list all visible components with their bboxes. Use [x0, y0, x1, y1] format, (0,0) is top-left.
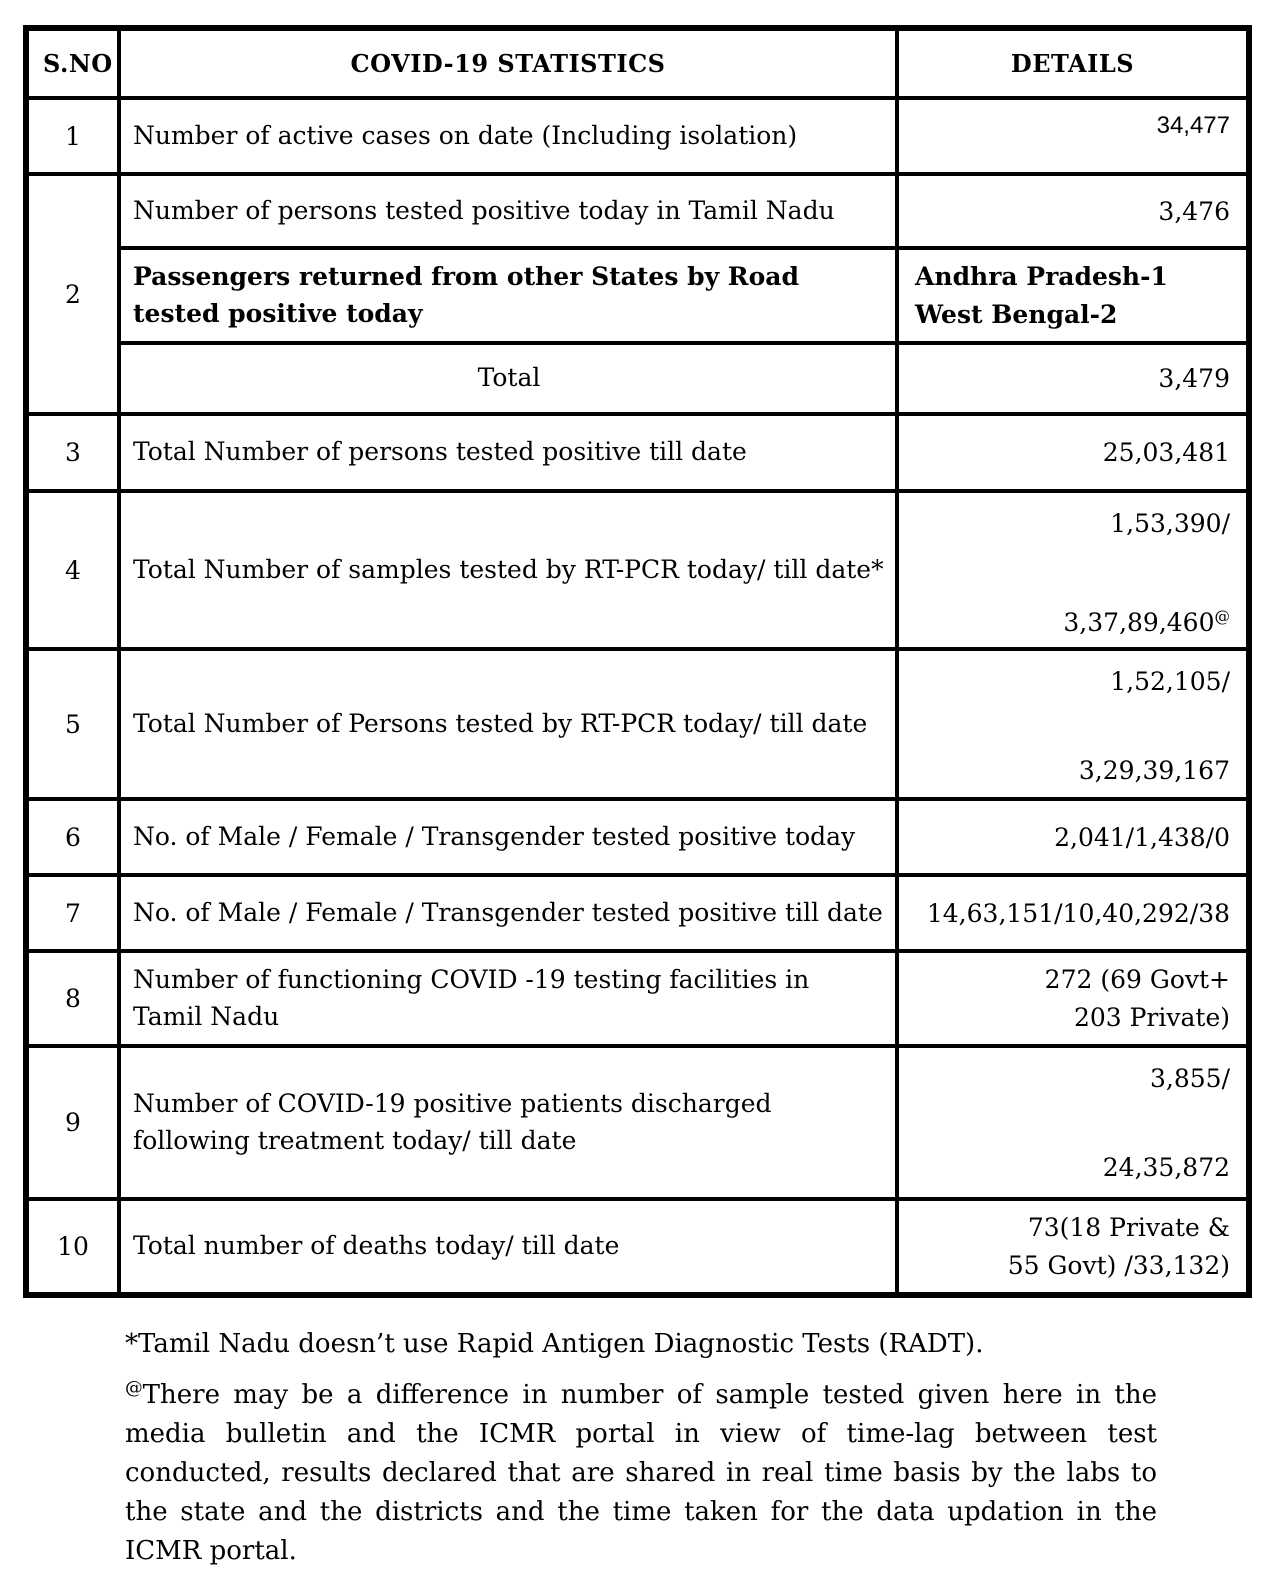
detail-value-till-date: 3,29,39,167 [1078, 756, 1230, 785]
sno-cell: 6 [26, 799, 119, 875]
detail-value-line1: 73(18 Private & [1027, 1213, 1230, 1242]
sno-cell: 10 [26, 1199, 119, 1295]
statistic-label: No. of Male / Female / Transgender tested positive today [119, 799, 897, 875]
detail-value: 25,03,481 [897, 414, 1249, 491]
statistic-label: Total number of deaths today/ till date [119, 1199, 897, 1295]
footnote-icmr-text: There may be a difference in number of sample tested given here in the media bulletin and the ICMR portal in view of time-lag between test conducted, results declared that are shared in real time basis by the labs to the state and the districts and the time taken for the data updation in the ICMR portal. [125, 1380, 1157, 1567]
detail-value: 3,476 [897, 174, 1249, 248]
table-row-positive-today [26, 174, 1249, 248]
detail-value-line2: 203 Private) [1073, 1002, 1230, 1032]
detail-value-number: 3,37,89,460 [1063, 608, 1215, 637]
sno-cell: 8 [26, 951, 119, 1046]
sno-cell: 1 [26, 98, 119, 174]
detail-value [897, 649, 1249, 799]
table-row-active-cases [26, 98, 1249, 174]
sno-cell: 4 [26, 491, 119, 649]
table-row-passengers-road [26, 248, 1249, 343]
detail-value-till-date: 24,35,872 [1102, 1153, 1230, 1182]
footnote-icmr [125, 1376, 1157, 1571]
table-row-discharged [26, 1046, 1249, 1199]
statistic-label: Total Number of Persons tested by RT-PCR today/ till date [119, 649, 897, 799]
detail-value [897, 1199, 1249, 1295]
detail-value [897, 248, 1249, 343]
table-row-testing-facilities [26, 951, 1249, 1046]
detail-value-line1: 272 (69 Govt+ [1044, 965, 1230, 994]
detail-value-line2: West Bengal-2 [915, 299, 1118, 329]
detail-value: 3,479 [897, 343, 1249, 414]
table-row-mft-today [26, 799, 1249, 875]
detail-value [897, 1046, 1249, 1199]
detail-value: 14,63,151/10,40,292/38 [897, 875, 1249, 951]
statistic-label: Number of persons tested positive today in Tamil Nadu [119, 174, 897, 248]
table-row-deaths [26, 1199, 1249, 1295]
header-row [26, 28, 1249, 98]
statistic-label: Number of COVID-19 positive patients discharged following treatment today/ till date [119, 1046, 897, 1199]
covid-statistics-table [23, 25, 1252, 1298]
sno-cell: 2 [26, 174, 119, 414]
sno-cell: 7 [26, 875, 119, 951]
detail-value-today: 3,855/ [1150, 1064, 1230, 1093]
statistic-label: Total Number of samples tested by RT-PCR today/ till date* [119, 491, 897, 649]
table-row-samples-rtpcr [26, 491, 1249, 649]
statistic-label: Total [119, 343, 897, 414]
statistic-label: Passengers returned from other States by Road tested positive today [119, 248, 897, 343]
table-row-total [26, 343, 1249, 414]
col-header-statistics: COVID-19 STATISTICS [119, 28, 897, 98]
detail-value-line2: 55 Govt) /33,132) [1007, 1250, 1230, 1280]
at-superscript: @ [125, 1378, 143, 1399]
detail-value-today: 1,52,105/ [1110, 667, 1230, 696]
table-row-persons-rtpcr [26, 649, 1249, 799]
col-header-details: DETAILS [897, 28, 1249, 98]
statistic-label: Total Number of persons tested positive till date [119, 414, 897, 491]
detail-value-today: 1,53,390/ [1110, 509, 1230, 538]
table-row-mft-till-date [26, 875, 1249, 951]
col-header-sno: S.NO [26, 28, 119, 98]
detail-value-line1: Andhra Pradesh-1 [915, 262, 1168, 291]
detail-value: 34,477 [897, 98, 1249, 174]
statistic-label: Number of functioning COVID -19 testing facilities in Tamil Nadu [119, 951, 897, 1046]
detail-value: 2,041/1,438/0 [897, 799, 1249, 875]
detail-value-till-date [1063, 608, 1230, 637]
footnotes [125, 1326, 1157, 1571]
at-superscript: @ [1214, 607, 1230, 626]
statistic-label: No. of Male / Female / Transgender tested positive till date [119, 875, 897, 951]
statistic-label: Number of active cases on date (Including isolation) [119, 98, 897, 174]
table-row-positive-till-date [26, 414, 1249, 491]
sno-cell: 9 [26, 1046, 119, 1199]
detail-value [897, 491, 1249, 649]
sno-cell: 5 [26, 649, 119, 799]
detail-value [897, 951, 1249, 1046]
footnote-radt: *Tamil Nadu doesn’t use Rapid Antigen Diagnostic Tests (RADT). [125, 1329, 984, 1359]
sno-cell: 3 [26, 414, 119, 491]
